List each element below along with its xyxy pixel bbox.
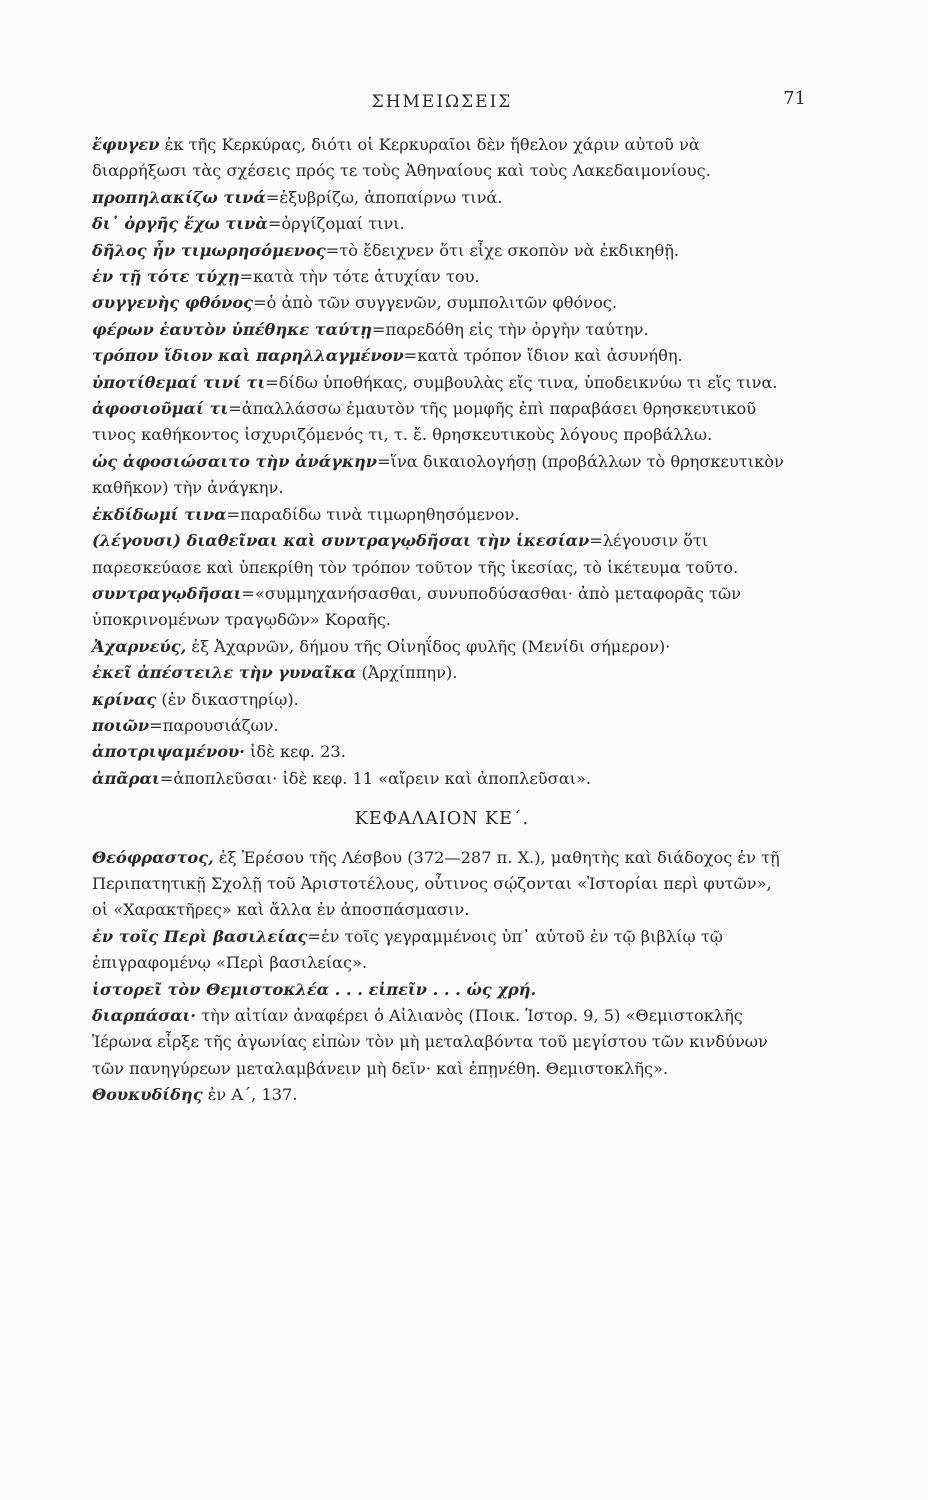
notes-list-bottom [92,845,792,1109]
note-entry [92,739,792,765]
note-lemma: διαρπάσαι· [92,1006,197,1025]
note-entry [92,924,792,977]
note-lemma: ἐν τοῖς Περὶ βασιλείας [92,926,308,946]
note-lemma: τρόπον ἴδιον καὶ παρηλλαγμένον [92,346,404,366]
note-lemma: ἀπᾶραι [92,768,160,788]
note-entry [92,502,792,528]
note-text: =κατὰ τὴν τότε ἀτυχίαν του. [239,267,480,287]
note-entry [92,264,792,290]
note-lemma: κρίνας [92,689,157,709]
note-text: =παραδίδω τινὰ τιμωρηθησόμενον. [226,504,520,524]
note-lemma: δῆλος ἦν τιμωρησόμενος [92,240,326,260]
note-lemma: ποιῶν [92,715,150,735]
note-entry [92,238,792,264]
note-entry [92,634,792,660]
note-entry [92,1082,792,1108]
note-text: =ἐν τοῖς γεγραμμένοις ὑπ᾽ αὐτοῦ ἐν τῷ βιβλίῳ τῷ ἐπιγραφομένῳ «Περὶ βασιλείας». [92,926,723,973]
running-head [92,88,806,118]
note-entry [92,845,792,924]
note-lemma: προπηλακίζω τινά [92,187,266,207]
note-text: ἐκ τῆς Κερκύρας, διότι οἱ Κερκυραῖοι δὲν ἤθελον χάριν αὐτοῦ νὰ διαρρήξωσι τὰς σχέσεις πρός τε τοὺς Ἀθηναίους καὶ τοὺς Λακεδαιμονίους. [92,135,711,181]
note-lemma: συγγενὴς φθόνος [92,293,253,313]
note-lemma: δι᾽ ὀργῆς ἔχω τινὰ [92,214,268,234]
chapter-heading: ΚΕΦΑΛΑΙΟΝ ΚΕ΄. [354,809,530,830]
note-entry [92,766,792,792]
note-lemma: Θεόφραστος, [92,847,214,867]
note-lemma: ἐκδίδωμί τινα [92,504,227,524]
note-lemma: ἱστορεῖ τὸν Θεμιστοκλέα . . . εἰπεῖν . . . ὡς χρή. [92,979,537,999]
note-lemma: ὡς ἀφοσιώσαιτο τὴν ἀνάγκην [92,451,378,471]
note-text: (Ἀρχίππην). [356,663,458,683]
note-lemma: (λέγουσι) διαθεῖναι καὶ συντραγῳδῆσαι τὴν ἱκεσίαν [92,531,590,551]
note-text: =ὀργίζομαί τινι. [267,214,405,234]
note-lemma: ἐν τῇ τότε τύχῃ [92,267,240,287]
note-lemma: ἐκεῖ ἀπέστειλε τὴν γυναῖκα [92,663,357,683]
note-text: =ἀπαλλάσσω ἐμαυτὸν τῆς μομφῆς ἐπὶ παραβάσει θρησκευτικοῦ τινος καθήκοντος ἰσχυριζόμενός τι, τ. ἔ. θρησκευτικοὺς λόγους προβάλλω. [92,399,757,445]
note-entry [92,290,792,316]
note-entry [92,660,792,686]
note-text: =ὁ ἀπὸ τῶν συγγενῶν, συμπολιτῶν φθόνος. [253,293,618,313]
note-entry [92,132,792,185]
note-lemma: ὑποτίθεμαί τινί τι [92,372,266,392]
note-entry [92,317,792,343]
note-text: ἐξ Ἀχαρνῶν, δήμου τῆς Οἰνηΐδος φυλῆς (Μενίδι σήμερον)· [186,636,671,656]
note-entry [92,370,792,396]
note-entry [92,449,792,502]
notes-list-top [92,132,792,792]
page-number: 71 [783,88,806,109]
note-lemma: Ἀχαρνεύς, [92,636,187,656]
note-entry [92,687,792,713]
note-text: =λέγουσιν ὅτι παρεσκεύασε καὶ ὑπεκρίθη τὸν τρόπον τοῦτον τῆς ἱκεσίας, τὸ ἱκέτευμα τοῦτο. [92,531,739,577]
note-lemma: Θουκυδίδης [92,1085,203,1105]
note-entry [92,1003,792,1082]
note-entry [92,396,792,449]
page [92,88,806,1109]
note-lemma: συντραγῳδῆσαι [92,583,242,603]
note-entry [92,581,792,634]
note-entry [92,211,792,237]
note-text: =ἀποπλεῦσαι· ἰδὲ κεφ. 11 «αἴρειν καὶ ἀποπλεῦσαι». [159,768,592,788]
note-text: (ἐν δικαστηρίῳ). [156,689,299,709]
note-lemma: ἔφυγεν [92,135,160,154]
note-entry [92,977,792,1003]
note-entry [92,528,792,581]
note-text: =κατὰ τρόπον ἴδιον καὶ ἀσυνήθη. [403,346,683,366]
note-text: =τὸ ἔδειχνεν ὅτι εἶχε σκοπὸν νὰ ἐκδικηθῇ. [325,240,680,260]
note-entry [92,713,792,739]
note-text: =δίδω ὑποθήκας, συμβουλὰς εἴς τινα, ὑποδεικνύω τι εἴς τινα. [265,372,778,392]
note-lemma: ἀφοσιοῦμαί τι [92,399,229,419]
note-text: =παρουσιάζων. [149,715,279,735]
note-text: =ἐξυβρίζω, ἀποπαίρνω τινά. [265,187,503,207]
note-text: =παρεδόθη εἰς τὴν ὀργὴν ταύτην. [371,319,649,339]
note-entry [92,343,792,369]
note-text: ἰδὲ κεφ. 23. [244,742,346,762]
note-text: =«συμμηχανήσασθαι, συνυποδύσασθαι· ἀπὸ μεταφορᾶς τῶν ὑποκρινομένων τραγῳδῶν» Κοραῆς. [92,583,742,630]
note-text: ἐξ Ἐρέσου τῆς Λέσβου (372—287 π. Χ.), μαθητὴς καὶ διάδοχος ἐν τῇ Περιπατητικῇ Σχολῇ τοῦ Ἀριστοτέλους, οὗτινος σῴζονται «Ἱστορίαι περὶ φυτῶν», οἱ «Χαρακτῆρες» καὶ ἄλλα ἐν ἀποσπάσμασιν. [92,847,780,920]
note-text: =ἵνα δικαιολογήσῃ (προβάλλων τὸ θρησκευτικὸν καθῆκον) τὴν ἀνάγκην. [92,451,784,498]
note-text: τὴν αἰτίαν ἀναφέρει ὁ Αἰλιανὸς (Ποικ. Ἱστορ. 9, 5) «Θεμιστοκλῆς Ἱέρωνα εἶρξε τῆς ἀγωνίας εἰπὼν τὸν μὴ μεταλαβόντα τοῦ μεγίστου τῶν κινδύνων τῶν πανηγύρεων μεταλαμβάνειν μὴ δεῖν· καὶ ἐπῃνέθη. Θεμιστοκλῆς». [92,1006,768,1078]
note-entry [92,185,792,211]
notes-body [92,132,792,1109]
note-lemma: ἀποτριψαμένου· [92,742,245,762]
note-lemma: φέρων ἑαυτὸν ὑπέθηκε ταύτῃ [92,319,372,339]
running-title: ΣΗΜΕΙΩΣΕΙΣ [371,92,513,112]
note-text: ἐν Α΄, 137. [202,1085,298,1105]
